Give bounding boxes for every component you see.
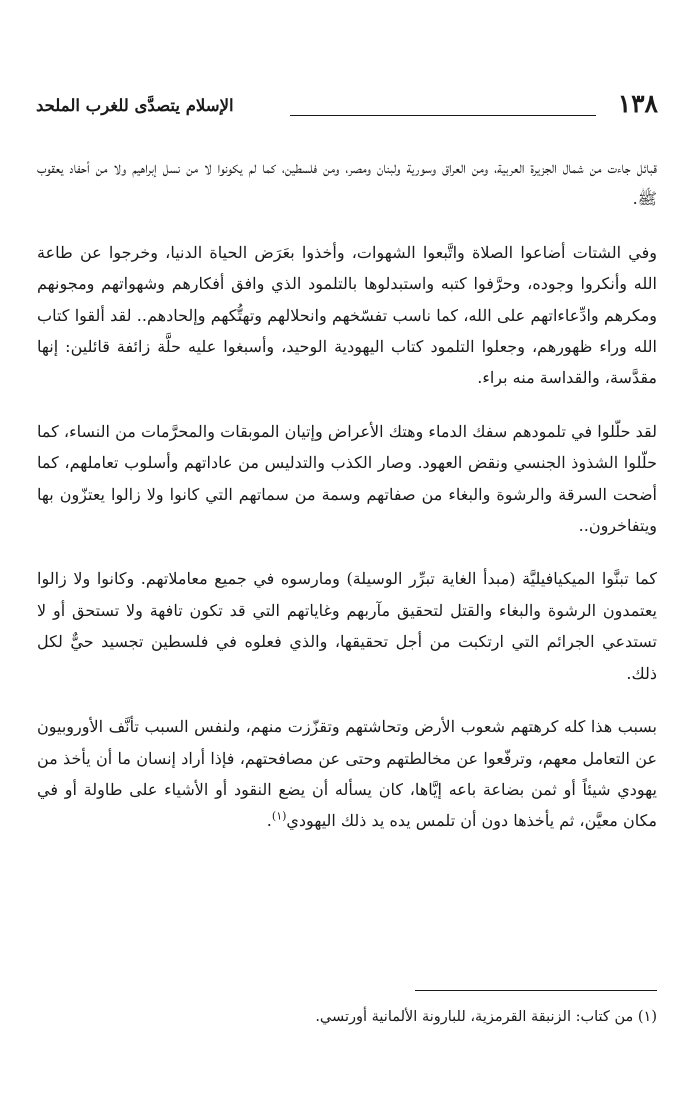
paragraph-2: وفي الشتات أضاعوا الصلاة واتَّبعوا الشهوات، وأخذوا بعَرَض الحياة الدنيا، وخرجوا عن طاعة الله وأنكروا وجوده، وحرَّفوا كتبه واستبدلوها بالتلمود الذي وافق أفكارهم وشهواتهم ومجونهم ومكرهم وادِّعاءاتهم على الله، كما ناسب تفسّخهم وانحلالهم وتهتُّكهم وإلحادهم.. لقد ألقوا كتاب الله وراء ظهورهم، وجعلوا التلمود كتاب اليهودية الوحيد، وأسبغوا عليه حلَّة زائفة قائلين: إنها مقدَّسة، والقداسة منه براء. (37, 242, 657, 388)
header-rule (290, 115, 596, 116)
paragraph-5-end: . (266, 811, 272, 831)
footnote-rule (415, 990, 657, 991)
running-title: الإسلام يتصدَّى للغرب الملحد (36, 96, 234, 115)
paragraph-4: كما تبنَّوا الميكيافيليَّة (مبدأ الغاية تبرِّر الوسيلة) ومارسوه في جميع معاملاتهم. وكانوا ولا زالوا يعتمدون الرشوة والبغاء والقتل لتحقيق مآربهم وغاياتهم التي قد تكون تافهة ولا تستحق أو لا تستدعي الجرائم التي ارتكبت من أجل تحقيقها، والذي فعلوه في فلسطين تجسيد حيٌّ لكل ذلك. (37, 569, 657, 683)
paragraph-5-text: بسبب هذا كله كرهتهم شعوب الأرض وتحاشتهم وتقزّزت منهم، ولنفس السبب تأنَّف الأوروبيون عن التعامل معهم، وترفّعوا عن مخالطتهم وحتى عن مصافحتهم، فإذا أراد إنسان ما أن يأخذ من يهودي شيئاً أو ثمن بضاعة باعه إيَّاها، كان يسأله أن يضع النقود أو الأشياء على طاولة أو في مكان معيَّن، ثم يأخذها دون أن تلمس يده يد ذلك اليهودي (37, 717, 657, 831)
footnote-reference[interactable]: (١) (271, 809, 287, 823)
page-number: ١٣٨ (617, 89, 658, 118)
footnote: (١) من كتاب: الزنبقة القرمزية، للبارونة الألمانية أورتسي. (315, 1009, 657, 1025)
paragraph-3: لقد حلّلوا في تلمودهم سفك الدماء وهتك الأعراض وإتيان الموبقات والمحرَّمات من النساء، كما حلّلوا الشذوذ الجنسي ونقض العهود. وصار الكذب والتدليس من عاداتهم وأسلوب تعاملهم، كما أضحت السرقة والرشوة والبغاء من صفاتهم وسمة من سماتهم التي كانوا ولا زالوا يعتزّون بها ويتفاخرون.. (37, 421, 657, 536)
paragraph-5 (37, 711, 657, 837)
paragraph-1: قبائل جاءت من شمال الجزيرة العربية، ومن العراق وسورية ولبنان ومصر، ومن فلسطين، كما لم يكونوا لا من نسل إبراهيم ولا من أحفاد يعقوب ﷺ. (37, 158, 657, 209)
body-text (37, 152, 657, 859)
page-header (36, 88, 658, 124)
